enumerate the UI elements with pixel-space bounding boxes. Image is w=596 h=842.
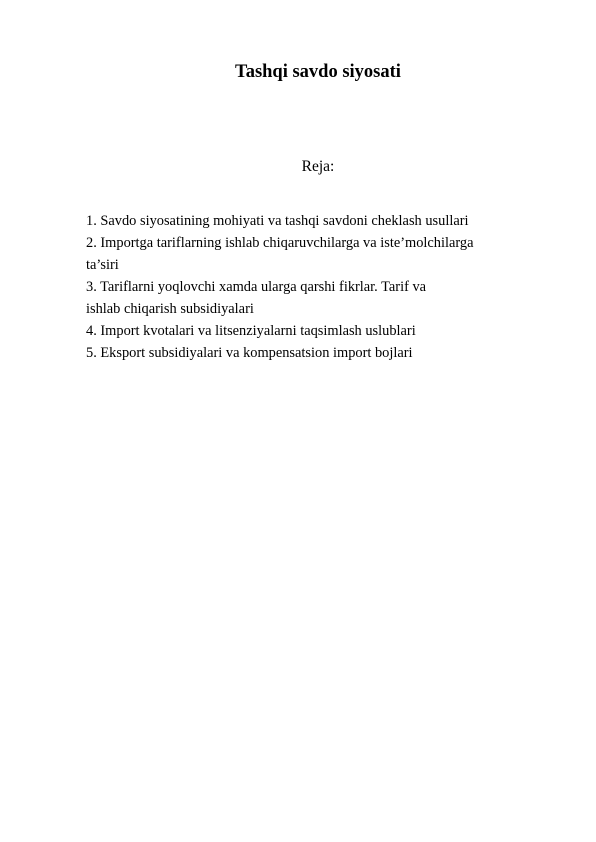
plan-item xyxy=(86,276,546,320)
plan-item xyxy=(86,342,546,364)
plan-item-line: ta’siri xyxy=(86,257,119,273)
document-title: Tashqi savdo siyosati xyxy=(235,62,401,82)
plan-item xyxy=(86,232,546,276)
plan-item-line: 3. Tariflarni yoqlovchi xamda ularga qarshi fikrlar. Tarif va xyxy=(86,279,427,295)
plan-item-line: 4. Import kvotalari va litsenziyalarni taqsimlash uslublari xyxy=(86,323,416,339)
plan-list xyxy=(86,210,546,364)
plan-item xyxy=(86,210,546,232)
plan-item-line: 2. Importga tariflarning ishlab chiqaruvchilarga va iste’molchilarga xyxy=(86,235,474,251)
plan-item xyxy=(86,320,546,342)
plan-heading: Reja: xyxy=(301,158,335,175)
plan-item-line: 5. Eksport subsidiyalari va kompensatsion import bojlari xyxy=(86,345,413,361)
plan-item-line: ishlab chiqarish subsidiyalari xyxy=(86,301,254,317)
plan-item-line: 1. Savdo siyosatining mohiyati va tashqi savdoni cheklash usullari xyxy=(86,213,469,229)
